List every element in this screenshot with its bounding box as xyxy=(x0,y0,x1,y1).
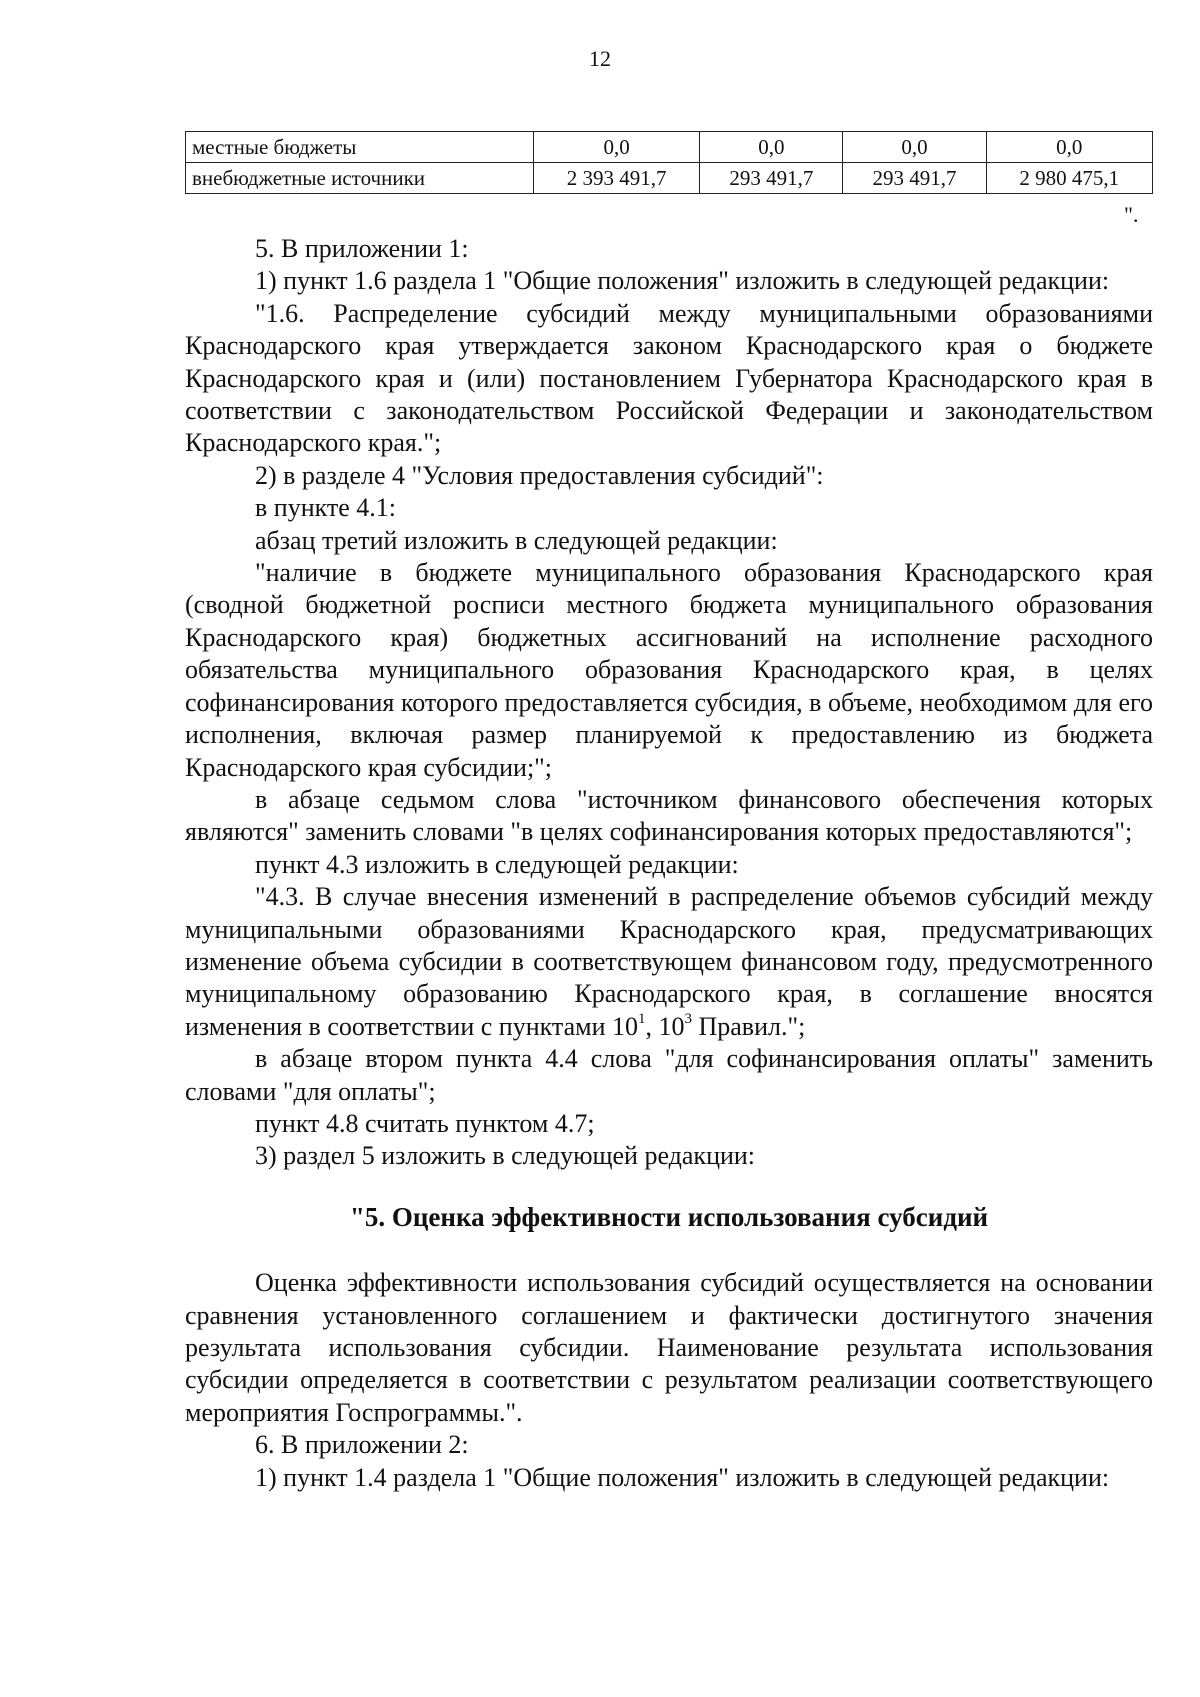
document-body xyxy=(185,233,1153,1494)
table-cell-value: 0,0 xyxy=(986,132,1152,163)
paragraph-text: "4.3. В случае внесения изменений в распределение объемов субсидий между муниципальными образованиями Краснодарского края, предусматривающих изменение объема субсидии в соответствующем финансовом году, предусмотренного муниципальному образованию Краснодарского края, в соглашение вносятся изменения в соответствии с пунктами 10 xyxy=(185,882,1153,1041)
paragraph: в абзаце втором пункта 4.4 слова "для софинансирования оплаты" заменить словами "для оплаты"; xyxy=(185,1044,1153,1106)
table-cell-value: 0,0 xyxy=(534,132,700,163)
table-closing-quote: ". xyxy=(1124,202,1139,227)
superscript: 1 xyxy=(637,1011,646,1028)
paragraph xyxy=(185,881,1153,1043)
table-cell-label: внебюджетные источники xyxy=(186,163,534,194)
table-cell-label: местные бюджеты xyxy=(186,132,534,163)
section-heading: "5. Оценка эффективности использования субсидий xyxy=(349,1201,989,1232)
superscript: 3 xyxy=(684,1011,692,1028)
paragraph-text: , 10 xyxy=(645,1011,685,1041)
paragraph: 6. В приложении 2: xyxy=(255,1430,469,1460)
table-cell-value: 293 491,7 xyxy=(700,163,843,194)
paragraph: 1) пункт 1.4 раздела 1 "Общие положения" изложить в следующей редакции: xyxy=(255,1462,1110,1492)
page-number: 12 xyxy=(589,46,611,71)
paragraph: 3) раздел 5 изложить в следующей редакции: xyxy=(255,1141,756,1171)
table-cell-value: 2 393 491,7 xyxy=(534,163,700,194)
table-cell-value: 293 491,7 xyxy=(843,163,986,194)
paragraph: 5. В приложении 1: xyxy=(255,234,469,263)
budget-table xyxy=(185,131,1153,194)
paragraph: пункт 4.3 изложить в следующей редакции: xyxy=(255,849,739,879)
paragraph: "1.6. Распределение субсидий между муниципальными образованиями Краснодарского края утверждается законом Краснодарского края о бюджете Краснодарского края и (или) постановлением Губернатора Краснодарского края в соответствии с законодательством Российской Федерации и законодательством Краснодарского края."; xyxy=(185,298,1153,458)
table-row xyxy=(186,132,1153,163)
table-cell-value: 0,0 xyxy=(843,132,986,163)
paragraph: пункт 4.8 считать пунктом 4.7; xyxy=(255,1108,595,1138)
paragraph-text: Правил."; xyxy=(691,1011,806,1041)
paragraph: "наличие в бюджете муниципального образования Краснодарского края (сводной бюджетной росписи местного бюджета муниципального образования Краснодарского края) бюджетных ассигнований на исполнение расходного обязательства муниципального образования Краснодарского края, в целях софинансирования которого предоставляется субсидия, в объеме, необходимом для его исполнения, включая размер планируемой к предоставлению из бюджета Краснодарского края субсидии;"; xyxy=(185,558,1153,782)
paragraph: абзац третий изложить в следующей редакции: xyxy=(255,525,778,555)
paragraph: 1) пункт 1.6 раздела 1 "Общие положения" изложить в следующей редакции: xyxy=(255,266,1110,296)
paragraph: в абзаце седьмом слова "источником финансового обеспечения которых являются" заменить словами "в целях софинансирования которых предоставляются"; xyxy=(185,784,1153,847)
table-row xyxy=(186,163,1153,194)
paragraph: в пункте 4.1: xyxy=(255,493,397,523)
paragraph: 2) в разделе 4 "Условия предоставления субсидий": xyxy=(255,460,824,490)
paragraph: Оценка эффективности использования субсидий осуществляется на основании сравнения установленного соглашением и фактически достигнутого значения результата использования субсидии. Наименование результата использования субсидии определяется в соответствии с результатом реализации соответствующего мероприятия Госпрограммы.". xyxy=(185,1268,1153,1427)
table-cell-value: 0,0 xyxy=(700,132,843,163)
table-cell-value: 2 980 475,1 xyxy=(986,163,1152,194)
